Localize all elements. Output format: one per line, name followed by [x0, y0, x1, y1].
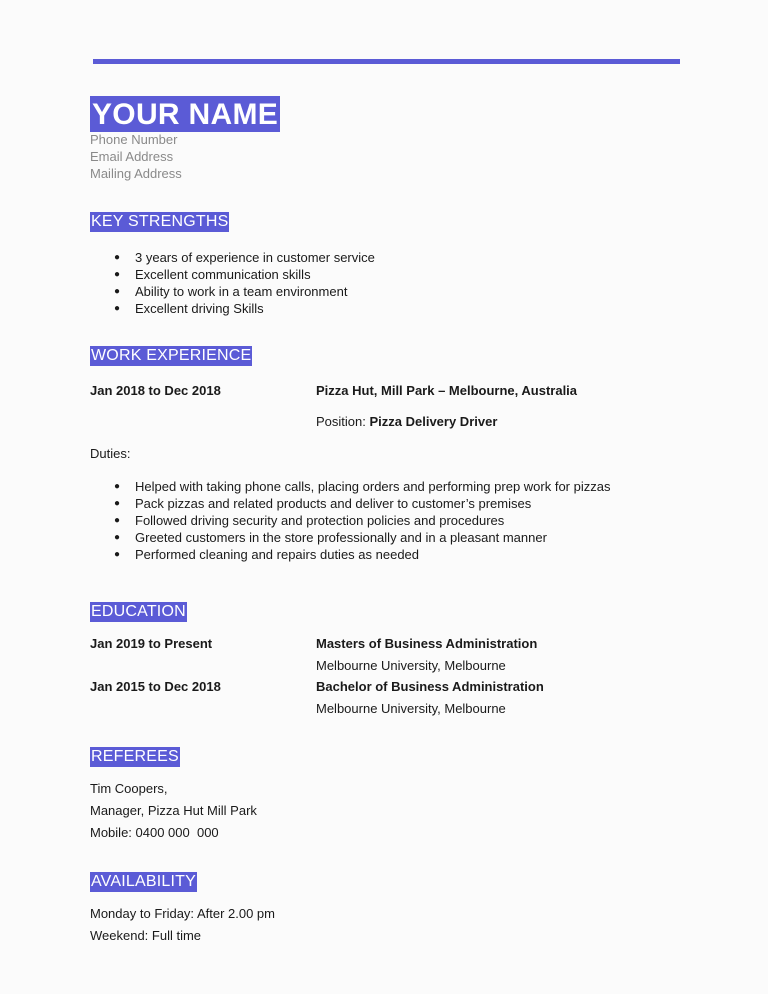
section-title-referees: REFEREES — [91, 748, 179, 765]
list-item: ● Ability to work in a team environment — [114, 283, 375, 300]
duties-label: Duties: — [90, 446, 131, 461]
position-value: Pizza Delivery Driver — [369, 414, 498, 429]
list-item: ● Performed cleaning and repairs duties as needed — [114, 546, 610, 563]
education-school: Melbourne University, Melbourne — [316, 658, 506, 673]
strengths-list — [114, 249, 375, 317]
education-school: Melbourne University, Melbourne — [316, 701, 506, 716]
list-item: ● Greeted customers in the store professionally and in a pleasant manner — [114, 529, 610, 546]
mailing-address: Mailing Address — [90, 166, 182, 181]
resume-name: YOUR NAME — [92, 98, 279, 131]
top-accent-rule — [93, 59, 680, 64]
list-item: ● Excellent driving Skills — [114, 300, 375, 317]
list-item: ● 3 years of experience in customer service — [114, 249, 375, 266]
education-dates: Jan 2019 to Present — [90, 636, 213, 651]
section-title-availability: AVAILABILITY — [91, 873, 196, 890]
availability-weekday: Monday to Friday: After 2.00 pm — [90, 906, 275, 921]
duties-list — [114, 478, 610, 563]
phone-number: Phone Number — [90, 132, 178, 147]
availability-weekend: Weekend: Full time — [90, 928, 202, 943]
list-item: ● Pack pizzas and related products and deliver to customer’s premises — [114, 495, 610, 512]
education-degree: Masters of Business Administration — [316, 636, 538, 651]
section-title-work-experience: WORK EXPERIENCE — [91, 347, 252, 364]
referee-role: Manager, Pizza Hut Mill Park — [90, 803, 257, 818]
list-item: ● Helped with taking phone calls, placing orders and performing prep work for pizzas — [114, 478, 610, 495]
position-label: Position: — [316, 414, 370, 429]
referee-name: Tim Coopers, — [90, 781, 168, 796]
email-address: Email Address — [90, 149, 174, 164]
list-item: ● Excellent communication skills — [114, 266, 375, 283]
referee-mobile: Mobile: 0400 000 000 — [90, 825, 219, 840]
work-employer: Pizza Hut, Mill Park – Melbourne, Australia — [316, 383, 578, 398]
work-position — [316, 414, 497, 429]
section-title-key-strengths: KEY STRENGTHS — [91, 213, 229, 230]
list-item: ● Followed driving security and protection policies and procedures — [114, 512, 610, 529]
education-dates: Jan 2015 to Dec 2018 — [90, 679, 221, 694]
section-title-education: EDUCATION — [91, 603, 186, 620]
work-dates: Jan 2018 to Dec 2018 — [90, 383, 221, 398]
education-degree: Bachelor of Business Administration — [316, 679, 544, 694]
